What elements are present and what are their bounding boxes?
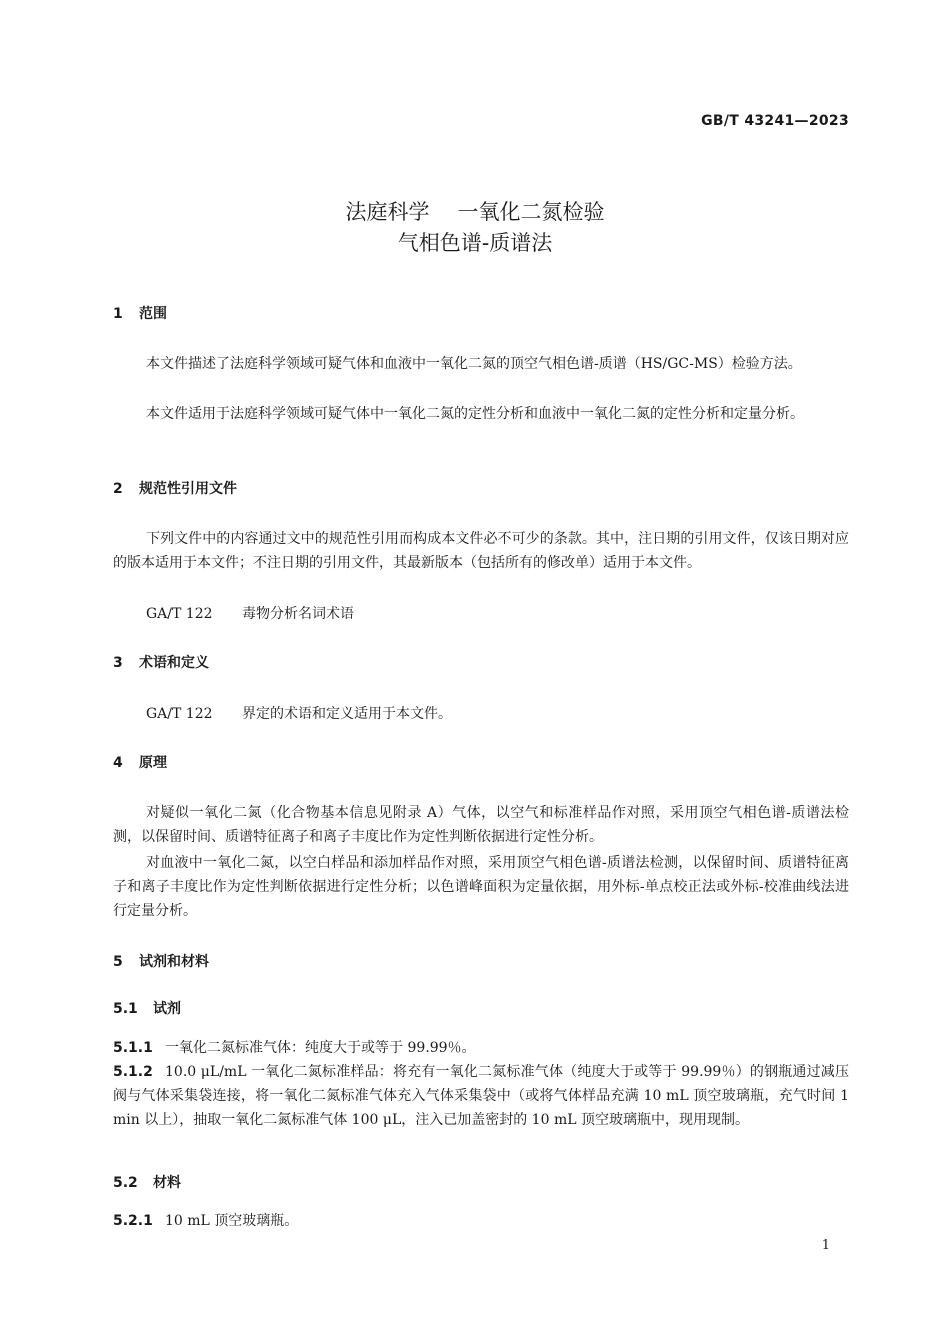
clause-text: 10.0 μL/mL 一氧化二氮标准样品：将充有一氧化二氮标准气体（纯度大于或等于 99.99％）的钢瓶通过减压阀与气体采集袋连接，将一氧化二氮标准气体充入气体采集袋中（或将气体样品充满 10 mL 顶空玻璃瓶，充气时间 1 min 以上），抽取一氧化二氮标准气体 100 μL，注入已加盖密封的 10 mL 顶空玻璃瓶中，现用现制。	[113, 1064, 849, 1128]
clause-5-2-1	[113, 1209, 849, 1233]
section-title: 试剂和材料	[139, 954, 209, 970]
section-number: 3	[113, 655, 123, 671]
standard-code: GB/T 43241—2023	[701, 113, 849, 129]
subsection-5-2-heading	[113, 1173, 181, 1193]
title-subject: 一氧化二氮检验	[457, 200, 605, 224]
section-1-heading	[113, 304, 167, 324]
section-2-paragraph-1: 下列文件中的内容通过文中的规范性引用而构成本文件必不可少的条款。其中，注日期的引用文件，仅该日期对应的版本适用于本文件；不注日期的引用文件，其最新版本（包括所有的修改单）适用于本文件。	[113, 531, 849, 571]
clause-text: 10 mL 顶空玻璃瓶。	[165, 1213, 299, 1229]
section-4-heading	[113, 753, 167, 773]
clause-text: 一氧化二氮标准气体：纯度大于或等于 99.99％。	[165, 1040, 476, 1056]
clause-5-1-2	[113, 1060, 849, 1132]
section-title: 规范性引用文件	[139, 481, 237, 497]
clause-5-1-1	[113, 1036, 849, 1060]
title-domain: 法庭科学	[345, 200, 430, 224]
reference-title: 毒物分析名词术语	[242, 606, 354, 622]
subsection-number: 5.2	[113, 1175, 138, 1191]
section-title: 原理	[139, 755, 167, 771]
section-title: 范围	[139, 306, 167, 322]
clause-number: 5.2.1	[113, 1213, 153, 1229]
subsection-number: 5.1	[113, 1001, 138, 1017]
reference-code: GA/T 122	[146, 706, 213, 722]
page-number: 1	[821, 1238, 830, 1253]
section-number: 1	[113, 306, 123, 322]
clause-number: 5.1.1	[113, 1040, 153, 1056]
section-1-paragraph-2: 本文件适用于法庭科学领域可疑气体中一氧化二氮的定性分析和血液中一氧化二氮的定性分析和定量分析。	[146, 406, 804, 422]
section-number: 5	[113, 954, 123, 970]
subsection-title: 材料	[153, 1175, 181, 1191]
section-3-paragraph	[146, 702, 452, 726]
section-number: 4	[113, 755, 123, 771]
document-title-line2: 气相色谱-质谱法	[397, 231, 553, 255]
section-number: 2	[113, 481, 123, 497]
reference-code: GA/T 122	[146, 606, 213, 622]
section-5-heading	[113, 952, 209, 972]
normative-reference	[146, 602, 354, 626]
section-1-paragraph-1: 本文件描述了法庭科学领域可疑气体和血液中一氧化二氮的顶空气相色谱-质谱（HS/GC-MS）检验方法。	[146, 356, 802, 372]
subsection-title: 试剂	[153, 1001, 181, 1017]
section-2-heading	[113, 479, 237, 499]
subsection-5-1-heading	[113, 999, 181, 1019]
reference-text: 界定的术语和定义适用于本文件。	[242, 706, 452, 722]
section-4-paragraph-2: 对血液中一氧化二氮，以空白样品和添加样品作对照，采用顶空气相色谱-质谱法检测，以保留时间、质谱特征离子和离子丰度比作为定性判断依据进行定性分析；以色谱峰面积为定量依据，用外标-单点校正法或外标-校准曲线法进行定量分析。	[113, 855, 849, 919]
section-3-heading	[113, 653, 209, 673]
section-4-paragraph-1: 对疑似一氧化二氮（化合物基本信息见附录 A）气体，以空气和标准样品作对照，采用顶空气相色谱-质谱法检测，以保留时间、质谱特征离子和离子丰度比作为定性判断依据进行定性分析。	[113, 805, 849, 845]
document-title-line1	[0, 197, 950, 227]
clause-number: 5.1.2	[113, 1064, 153, 1080]
section-title: 术语和定义	[139, 655, 209, 671]
